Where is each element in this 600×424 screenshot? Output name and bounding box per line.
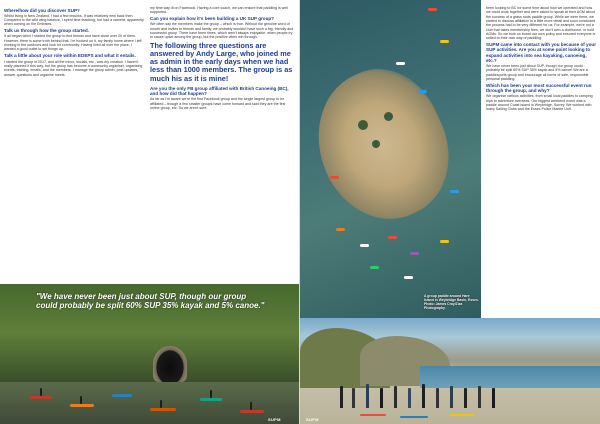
body-paragraph: I started the group in 2017, and all the inbox, socials, etc., was my creation. I haven't really planned it this way, but the group has become a community organiser, organising events, training, emails, and the members. I manage the group admin, post updates, answer questions and organise meets.	[4, 59, 143, 77]
question-heading: Talk a little about your role within EDEPS and what it entails.	[4, 53, 136, 59]
paddleboard	[396, 62, 405, 65]
paddleboard	[360, 414, 386, 416]
paddleboard	[404, 276, 413, 279]
body-paragraph: We organise various activities, from small local paddles to camping trips to adventure overseas. Our biggest weekend event was a paddle around Coast Island in Weybridge, Surrey. We worked with many Sailing Clubs and the Essex Police Marine Unit.	[486, 94, 593, 112]
paddleboard	[428, 8, 437, 11]
question-heading: SUPM came into contact with you because of your SUP activities. Are you at some point looking to expand activities into sea kayaking, canoeing, etc.?	[486, 42, 596, 63]
paddler	[250, 402, 252, 410]
person	[436, 388, 439, 408]
left-folio: SUPM	[268, 417, 281, 422]
paddleboard	[330, 176, 339, 179]
beach-group-photo	[300, 318, 600, 424]
paddleboard	[418, 90, 427, 93]
person	[394, 386, 397, 408]
body-paragraph: We often say the members make the group – which is true. Without the genuine word of mouth and invites to friends and family, we probably wouldn't have such a big, friendly and successful group. There have been times, which aren't always enjoyable, when people try to cause upset among the group, but the positive vibes win through.	[150, 22, 294, 40]
question-heading: Talk us through how the group started.	[4, 28, 89, 34]
person	[408, 388, 411, 408]
person	[478, 386, 481, 408]
question-heading: Which has been your most successful event run through the group, and why?	[486, 82, 592, 94]
paddleboard	[450, 414, 474, 416]
left-column-2	[150, 6, 294, 282]
body-paragraph: Whilst living in New Zealand, I had a few lessons. It was relatively new back then. Compared to the wild wing balance, I spent time teaching, but had a camera, apparently when coming on the Emirates.	[4, 13, 144, 27]
tunnel-portal	[153, 346, 187, 382]
sea	[420, 366, 600, 388]
tree	[358, 120, 368, 130]
person	[352, 388, 355, 408]
right-folio: SUPM	[306, 417, 319, 422]
kayak	[70, 404, 94, 407]
tree	[384, 112, 393, 121]
kayak	[200, 398, 222, 401]
aerial-photo-caption: A group paddle around Hare Island in Weybridge Basin, Essex. Photo: James Cray/Ziza Photography.	[424, 294, 479, 310]
right-column	[486, 6, 596, 314]
canal-water	[0, 382, 300, 424]
right-page	[300, 0, 600, 424]
question-heading: Where/how did you discover SUP?	[4, 7, 80, 13]
person	[380, 388, 383, 408]
paddler	[210, 390, 212, 398]
person	[340, 386, 343, 408]
kayak	[240, 410, 264, 413]
photo-pull-quote: "We have never been just about SUP, though our group could probably be split 60% SUP 35% kayak and 5% canoe."	[36, 292, 265, 311]
kayak	[30, 396, 52, 399]
paddleboard	[388, 236, 397, 239]
left-column-1	[4, 6, 144, 282]
question-heading: Are you the only FB group affiliated with British Canoeing (BC), and how did that happen?	[150, 85, 289, 96]
paddleboard	[360, 244, 369, 247]
paddleboard	[440, 240, 449, 243]
paddler	[160, 400, 162, 408]
person	[464, 388, 467, 408]
body-paragraph: As far as I'm aware we're the first Facebook group and the single largest group to be affiliated – though a few smaller groups have come forward and said they are the first online group, etc. So we aren't sure.	[150, 97, 286, 110]
paddler	[40, 388, 42, 396]
body-paragraph: my time way lit on Facebook. Having a core coach, we can ensure that paddling is well supported.	[150, 6, 288, 15]
kayak	[112, 394, 132, 397]
person	[366, 384, 369, 408]
person	[450, 386, 453, 408]
body-paragraph: been looking to BC for some time about how we operated and how we could work together and were asked to speak at their AGM about the success of a grass roots paddle group. While we were there, we started to discuss affiliation in a little more detail and soon concluded the process had to be very different for us. For example, we're not a club that takes membership fees, we don't own a clubhouse, or hold AGMs. So we took on board our own policy and ensured everyone is suited to their own way of paddling.	[486, 6, 596, 41]
paddler	[80, 396, 82, 404]
paddleboard	[370, 266, 379, 269]
question-heading: Can you explain how it's been building a UK SUP group?	[150, 16, 275, 22]
person	[422, 384, 425, 408]
body-paragraph: We have never been just about SUP, though our group could probably be split 60% SUP 35% kayak and 5% canoe! We are a paddlesports group and encourage all forms of safe, responsible personal paddling.	[486, 64, 589, 82]
tree	[372, 140, 380, 148]
sandy-island	[300, 51, 471, 240]
paddleboard	[336, 228, 345, 231]
pull-quote: The following three questions are answered by Andy Large, who joined me as admin in the early days when we had less than 1000 members. The group is as much his as it is mine!	[150, 40, 293, 83]
kayak	[150, 408, 176, 411]
paddleboard	[440, 40, 449, 43]
paddleboard	[450, 190, 459, 193]
person	[492, 388, 495, 408]
paddleboard	[410, 252, 419, 255]
paddleboard	[400, 416, 428, 418]
body-paragraph: It all began when I started the group to find friends and have close over 20 of them. However, there is some truth behind that. I'm hooked on it, my family home where I left working in the outdoors and look for community. Having lived all over the place, I wanted a good outlet to set things up.	[4, 34, 142, 52]
aerial-lake-photo	[300, 0, 481, 318]
